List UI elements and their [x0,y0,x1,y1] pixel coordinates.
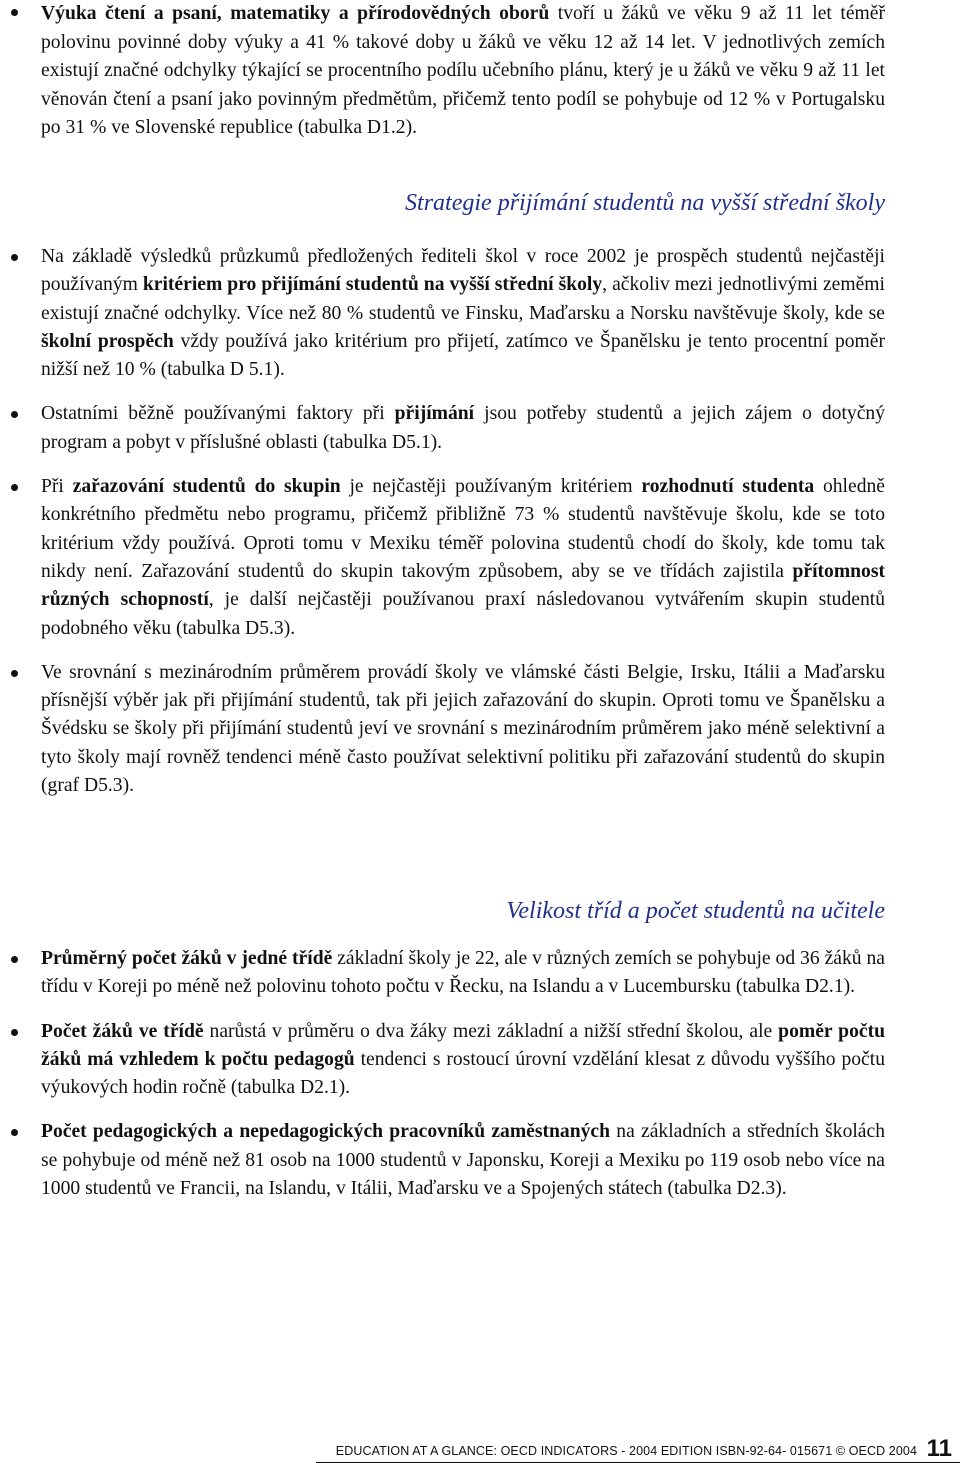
bold-phrase: Výuka čtení a psaní, matematiky a přírodovědných oborů [41,3,550,24]
list-item [0,243,885,384]
section-heading: Velikost tříd a počet studentů na učitele [506,898,885,924]
paragraph: Při zařazování studentů do skupin je nejčastěji používaným kritériem rozhodnutí studenta ohledně konkrétního předmětu nebo programu, přičemž přibližně 73 % studentů navštěvuje školu, kde se toto kritérium vždy používá. Oproti tomu v Mexiku téměř polovina studentů chodí do školy, kde tomu tak nikdy není. Zařazování studentů do skupin takovým způsobem, aby se ve třídách zajistila přítomnost různých schopností, je další nejčastěji používanou praxí následovanou vytvářením skupin studentů podobného věku (tabulka D5.3). [41,476,885,639]
paragraph: Ve srovnání s mezinárodním průměrem provádí školy ve vlámské části Belgie, Irsku, Itálii a Maďarsku přísnější výběr jak při přijímání studentů, tak při jejich zařazování do skupin. Oproti tomu ve Španělsku a Švédsku se školy při přijímání studentů jeví ve srovnání s mezinárodním průměrem jako méně selektivní a tyto školy mají rovněž tendenci méně často používat selektivní politiku při zařazování studentů do skupin (graf D5.3). [41,661,885,797]
section-title-class-size [0,898,960,925]
bullet-icon [11,254,18,261]
section-title-admission [0,190,960,217]
intro-list [0,0,885,143]
list-item [0,1018,885,1103]
bullet-icon [11,1029,18,1036]
list-item [0,659,885,800]
bullet-icon [11,670,18,677]
list-item [0,945,885,1002]
admission-list [0,243,885,800]
bullet-icon [11,1129,18,1136]
class-size-list [0,945,885,1203]
paragraph: Ostatními běžně používanými faktory při přijímání jsou potřeby studentů a jejich zájem o dotyčný program a pobyt v příslušné oblasti (tabulka D5.1). [41,403,886,453]
list-item [0,400,885,457]
paragraph [41,0,885,143]
section-heading: Strategie přijímání studentů na vyšší střední školy [405,190,885,216]
paragraph: Průměrný počet žáků v jedné třídě základní školy je 22, ale v různých zemích se pohybuje od 36 žáků na třídu v Koreji po méně než polovinu tohoto počtu v Řecku, na Islandu a v Lucembursku (tabulka D2.1). [41,948,885,998]
page-footer [0,1433,960,1463]
paragraph: Počet žáků ve třídě narůstá v průměru o dva žáky mezi základní a nižší střední školou, ale poměr počtu žáků má vzhledem k počtu pedagogů tendenci s rostoucí úrovní vzdělání klesat z důvodu vyššího počtu výukových hodin ročně (tabulka D2.1). [41,1020,885,1099]
footer-citation: EDUCATION AT A GLANCE: OECD INDICATORS - 2004 EDITION ISBN-92-64- 015671 © OECD 2004 [335,1444,917,1458]
page-number: 11 [926,1435,952,1462]
list-item [0,473,885,643]
paragraph-text: tvoří u žáků ve věku 9 až 11 let téměř polovinu povinné doby výuky a 41 % takové doby u žáků ve věku 12 až 14 let. V jednotlivých zemích existují značné odchylky týkající se procentního podílu učebního plánu, který je u žáků ve věku 9 až 11 let věnován čtení a psaní jako povinným předmětům, přičemž tento podíl se pohybuje od 12 % v Portugalsku po 31 % ve Slovenské republice (tabulka D1.2). [41,3,885,139]
list-item [0,0,885,143]
paragraph: Počet pedagogických a nepedagogických pracovníků zaměstnaných na základních a středních školách se pohybuje od méně než 81 osob na 1000 studentů v Japonsku, Koreji a Mexiku po 119 osob nebo více na 1000 studentů ve Francii, na Islandu, v Itálii, Maďarsku ve a Spojených státech (tabulka D2.3). [41,1121,885,1200]
list-item [0,1118,885,1203]
bullet-icon [11,484,18,491]
bullet-icon [11,956,18,963]
bullet-icon [11,411,18,418]
bullet-icon [11,9,18,16]
paragraph: Na základě výsledků průzkumů předložených řediteli škol v roce 2002 je prospěch studentů nejčastěji používaným kritériem pro přijímání studentů na vyšší střední školy, ačkoliv mezi jednotlivými zeměmi existují značné odchylky. Více než 80 % studentů ve Finsku, Maďarsku a Norsku navštěvuje školy, kde se školní prospěch vždy používá jako kritérium pro přijetí, zatímco ve Španělsku je tento procentní poměr nižší než 10 % (tabulka D 5.1). [41,246,885,381]
